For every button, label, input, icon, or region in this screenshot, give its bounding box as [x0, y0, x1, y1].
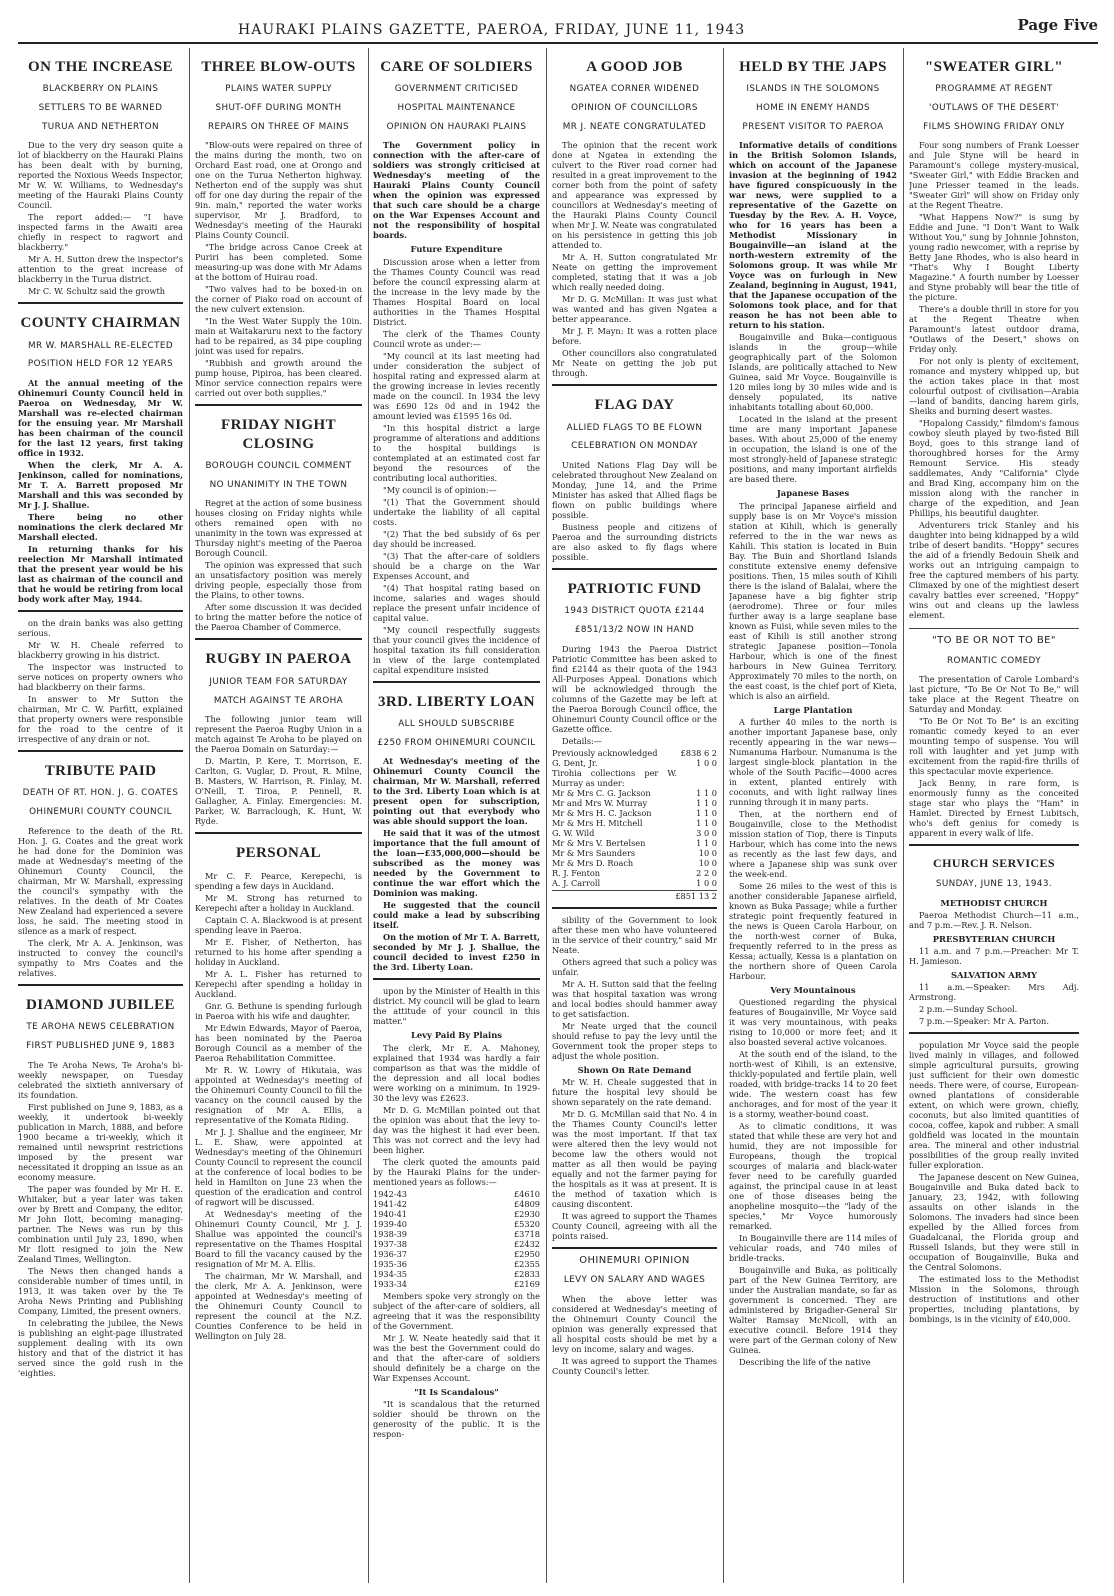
- paragraph: Adventurers trick Stanley and his daughter into being kidnapped by a wild tribe of desert bandits. "Hoppy" secures the aid of a friendly Bedouin Sheik and works out an intriguing campaign to free the captured members of his party. Climaxed by one of the mightiest desert cavalry battles ever screened, "Hoppy" wins out and cleans up the lawless element.: [909, 520, 1079, 621]
- paragraph: The estimated loss to the Methodist Mission in the Solomons, through destruction of institutions and other properties, including plantations, by bombings, is in the vicinity of £40,000.: [909, 1274, 1079, 1325]
- divider: [909, 844, 1079, 846]
- paragraph: The following junior team will represent the Paeroa Rugby Union in a match against Te Aroha to be played on the Paeroa Domain on Saturday:—: [195, 714, 362, 755]
- donation-row: [552, 838, 717, 848]
- paragraph: Mr D. G. McMillan said that No. 4 in the Thames County Council's letter was the most important. If that tax were altered then the levy would not become law the others would not matter as all then would be paying equally and not the farmer paying for the hospitals as it was at present. It is the method of taxation which is causing discontent.: [552, 1109, 717, 1210]
- levy-row-amount: £2432: [513, 1238, 540, 1249]
- paragraph: "Hopalong Cassidy," filmdom's famous cowboy sleuth played by two-fisted Bill Boyd, goes to this strange land of thoroughbred horses for the Army Remount Service. His steady saddlemates, Andy "California" Clyde and Brad King, accompany him on the mission along with the rancher in charge of the expedition, and Jean Phillips, his beautiful daughter.: [909, 418, 1079, 519]
- headline-to-be-or-not-to-be: "TO BE OR NOT TO BE": [932, 635, 1056, 647]
- levy-row-label: 1940-41: [373, 1208, 408, 1219]
- divider: [552, 568, 717, 570]
- levy-row-amount: £2169: [513, 1278, 540, 1289]
- paragraph: For not only is plenty of excitement, romance and mystery whipped up, but the action takes place in that most colourful outpost of civilisation—Arabia—land of bandits, dancing harem girls, Sheiks and burning desert wastes.: [909, 356, 1079, 417]
- paragraph: "(4) That hospital rating based on income, salaries and wages should replace the present unfair incidence of capital value.: [373, 582, 540, 623]
- subhead: MR J. NEATE CONGRATULATED: [562, 121, 707, 132]
- divider: [552, 907, 717, 909]
- paragraph: Mr A. H. Sutton said that the feeling was that hospital taxation was wrong and local bodies should hammer away to get satisfaction.: [552, 978, 717, 1019]
- paragraph: In Bougainville there are 114 miles of vehicular roads, and 740 miles of bridle-tracks.: [729, 1233, 897, 1264]
- headline-on-the-increase: ON THE INCREASE: [28, 59, 173, 75]
- donation-row-label: Previously acknowledged: [552, 747, 658, 758]
- levy-row-amount: £2833: [513, 1268, 540, 1279]
- paragraph: A further 40 miles to the north is another important Japanese base, only recently appearing in the war news—Numanuma Harbour. Numanuma is the largest single-block plantation in the whole of the South Pacific—4000 acres in extent, planted entirely with coconuts, and with light railway lines running through it in many parts.: [729, 716, 897, 807]
- levy-row: [373, 1269, 540, 1279]
- donation-row: [552, 748, 717, 758]
- paragraph: "Blow-outs were repaired on three of the mains during the month, two on Orchard East road, one at Orongo and one on the Turua Netherton highway. Netherton end of the supply was shut off for one day during the repair of the 9in. main," reported the water works supervisor, Mr J. Bradford, to Wednesday's meeting of the Hauraki Plains County Council.: [195, 140, 362, 241]
- subhead: MR W. MARSHALL RE-ELECTED: [27, 340, 174, 351]
- levy-table: [373, 1189, 540, 1289]
- church-times: 2 p.m.—Sunday School.: [919, 1004, 1018, 1015]
- paragraph: As to climatic conditions, it was stated that while these are very hot and humid, they are not impossible for Europeans, though the tropical scourges of malaria and black-water fever need to be carefully guarded against, the principal cause in at least one of those diseases being the anopheline mosquito—the "lady of the species," Mr Voyce humorously remarked.: [729, 1121, 897, 1232]
- subhead: CELEBRATION ON MONDAY: [571, 441, 698, 452]
- headline-liberty-loan: 3RD. LIBERTY LOAN: [378, 693, 535, 710]
- subhead: REPAIRS ON THREE OF MAINS: [208, 121, 349, 132]
- paragraph: The opinion that the recent work done at Ngatea in extending the culvert to the River road corner had resulted in a great improvement to the corner both from the point of safety and appearance was expressed by councillors at Wednesday's meeting of the Hauraki Plains County Council when Mr J. W. Neate was congratulated on his persistence in getting this job attended to.: [552, 140, 717, 251]
- column-2: [195, 48, 362, 1583]
- divider: [18, 750, 183, 752]
- paragraph: "My council respectfully suggests that your council gives the incidence of hospital taxation its full consideration in view of the large contemplated capital expenditure insisted: [373, 624, 540, 675]
- levy-row: [373, 1249, 540, 1259]
- paragraph: Bougainville and Buka, as politically part of the New Guinea Territory, are under the Australian mandate, so far as government is concerned. They are administered by Brigadier-General Sir Walter Ramsay McNicoll, with an executive council. Before 1914 they were part of the German colony of New Guinea.: [729, 1265, 897, 1356]
- divider: [195, 638, 362, 640]
- subhead: HOME IN ENEMY HANDS: [755, 103, 871, 114]
- paragraph: At the south end of the island, to the north-west of Kihili, is an extensive, thickly-populated and fertile plain, well roaded, with bridge-tracks 14 to 20 feet wide. The western coast has few anchorages, and for most of the year it is a stormy, weather-bound coast.: [729, 1049, 897, 1120]
- paragraph: "(2) That the bed subsidy of 6s per day should be increased.: [373, 528, 540, 549]
- paragraph: United Nations Flag Day will be celebrated throughout New Zealand on Monday, June 14, and the Prime Minister has asked that Allied flags be flown on public buildings where possible.: [552, 460, 717, 521]
- donation-row-amount: 1 1 0: [696, 807, 717, 818]
- column-rule: [903, 48, 904, 1583]
- paragraph: Others agreed that such a policy was unfair.: [552, 956, 717, 977]
- paragraph: Discussion arose when a letter from the Thames County Council was read before the council expressing alarm at the increase in the levy made by the Thames Hospital Board on local authorities in the Thames Hospital District.: [373, 256, 540, 327]
- paragraph: Mr J. W. Neate heatedly said that it was the best the Government could do and that the after-care of soldiers should definitely be a charge on the War Expenses Account.: [373, 1332, 540, 1383]
- paragraph: Members spoke very strongly on the subject of the after-care of soldiers, all agreeing that it was the responsibility of the Government.: [373, 1290, 540, 1331]
- column-5: [729, 48, 897, 1583]
- paragraph: Regret at the action of some business houses closing on Friday nights while others remained open with no unanimity in the town was expressed at Thursday night's meeting of the Paeroa Borough Council.: [195, 498, 362, 559]
- subhead: SUNDAY, JUNE 13, 1943.: [935, 878, 1053, 889]
- crosshead: Very Mountainous: [770, 984, 856, 995]
- subhead: SHUT-OFF DURING MONTH: [215, 103, 342, 114]
- church-name: SALVATION ARMY: [950, 970, 1038, 981]
- donation-row: [552, 798, 717, 808]
- donation-row-label: A. J. Carroll: [552, 877, 601, 888]
- headline-friday-night-closing: FRIDAY NIGHT CLOSING: [221, 417, 336, 452]
- headline-flag-day: FLAG DAY: [594, 397, 675, 414]
- paragraph: Jack Benny, in rare form, is enormously funny as the conceited stage star who plays the "Ham" in Hamlet. Directed by Ernest Lubitsch, who's deft genius for comedy is apparent in every walk of life.: [909, 778, 1079, 839]
- paragraph: Mr C. F. Pearce, Kerepechi, is spending a few days in Auckland.: [195, 870, 362, 891]
- levy-row: [373, 1259, 540, 1269]
- headline-tribute-paid: TRIBUTE PAID: [44, 763, 157, 780]
- levy-row: [373, 1239, 540, 1249]
- donation-row-label: Mr & Mrs H. C. Jackson: [552, 807, 652, 818]
- paragraph: Mr W. H. Cheale referred to blackberry growing in his district.: [18, 640, 183, 661]
- divider: [909, 1032, 1079, 1034]
- paragraph: The clerk, Mr A. A. Jenkinson, was instructed to convey the council's sympathy to Mrs Coates and the relatives.: [18, 937, 183, 978]
- newspaper-title: HAURAKI PLAINS GAZETTE, PAEROA, FRIDAY, JUNE 11, 1943: [238, 22, 746, 38]
- subhead: £851/13/2 NOW IN HAND: [574, 625, 695, 636]
- paragraph: "Rubbish and growth around the pump house, Pipiroa, has been cleared. Minor service connection repairs were carried out over both supplies.": [195, 358, 362, 399]
- subhead: NGATEA CORNER WIDENED: [569, 84, 700, 95]
- paragraph: When the above letter was considered at Wednesday's meeting of the Ohinemuri County Council the opinion was generally expressed that all hospital costs should be met by a levy on income, salary and wages.: [552, 1294, 717, 1355]
- donation-row-label: Mr & Mrs V. Bertelsen: [552, 837, 646, 848]
- levy-row: [373, 1189, 540, 1199]
- paragraph: Mr D. G. McMillan pointed out that the opinion was about that the levy to-day was the highest it had ever been. This was not correct and the levy had been higher.: [373, 1104, 540, 1155]
- column-rule: [723, 48, 724, 1583]
- paragraph: In answer to Mr Sutton the chairman, Mr C. W. Parfitt, explained that property owners were responsible for the road to the centre of it irrespective of any drain or not.: [18, 694, 183, 745]
- church-times: Paeroa Methodist Church—11 a.m., and 7 p.m.—Rev. J. R. Nelson.: [909, 909, 1079, 930]
- subhead: ALL SHOULD SUBSCRIBE: [398, 719, 515, 729]
- paragraph: The clerk of the Thames County Council wrote as under:—: [373, 328, 540, 349]
- paragraph: He suggested that the council could make a lead by subscribing itself.: [373, 900, 540, 931]
- paragraph: During 1943 the Paeroa District Patriotic Committee has been asked to find £2144 as their quota of the 1943 All-Purposes Appeal. Donations which will be acknowledged through the columns of the Gazette may be left at the Paeroa Borough Council office, the Ohinemuri County Council office or the Gazette office.: [552, 643, 717, 734]
- headline-patriotic-fund: PATRIOTIC FUND: [567, 581, 702, 598]
- levy-row-label: 1938-39: [373, 1228, 408, 1239]
- donation-row: [552, 818, 717, 828]
- headline-personal: PERSONAL: [236, 845, 321, 862]
- levy-row: [373, 1219, 540, 1229]
- paragraph: "What Happens Now?" is sung by Eddie and June. "I Don't Want to Walk Without You," sung by Johnnie Johnston, young radio newcomer, with a reprise by Betty Jane Rhodes, who is also heard in "That's Why I Bought Liberty Magazine." A fourth number by Loesser and Styne probably will bear the title of the picture.: [909, 212, 1079, 303]
- subhead: PLAINS WATER SUPPLY: [225, 84, 332, 95]
- paragraph: At the annual meeting of the Ohinemuri County Council held in Paeroa on Wednesday, Mr W. Marshall was re-elected chairman for the ensuing year. Mr Marshall has been chairman of the council for the last 12 years, first taking office in 1932.: [18, 378, 183, 459]
- church-times: 11 a.m.—Speaker: Mrs Adj. Armstrong.: [909, 982, 1079, 1003]
- church-name: PRESBYTERIAN CHURCH: [932, 933, 1056, 944]
- donation-row: [552, 768, 717, 788]
- levy-row-amount: £2355: [513, 1258, 540, 1269]
- paragraph: "It is scandalous that the returned soldier should be thrown on the generosity of the public. It is the respon-: [373, 1398, 540, 1439]
- church-name: METHODIST CHURCH: [940, 897, 1048, 908]
- levy-row: [373, 1209, 540, 1219]
- paragraph: Mr M. Strong has returned to Kerepechi after a holiday in Auckland.: [195, 892, 362, 913]
- paragraph: Questioned regarding the physical features of Bougainville, Mr Voyce said it was very mountainous, with peaks rising to 10,000 or more feet; and it also boasted several active volcanoes.: [729, 997, 897, 1048]
- donation-row-label: Tirohia collections per W. Murray as under:: [552, 767, 677, 788]
- paragraph: Then, at the northern end of Bougainville, close to the Methodist mission station of Tiop, there is Tinputs Harbour, which has come into the news as recently as the last few days, and where a Japanese ship was sunk over the week-end.: [729, 808, 897, 879]
- paragraph: The inspector was instructed to serve notices on property owners who had blackberry on their farms.: [18, 662, 183, 693]
- donations-table: [552, 748, 717, 888]
- paragraph: The presentation of Carole Lombard's last picture, "To Be Or Not To Be," will take place at the Regent Theatre on Saturday and Monday.: [909, 674, 1079, 715]
- headline-diamond-jubilee: DIAMOND JUBILEE: [26, 996, 175, 1013]
- paragraph: The clerk quoted the amounts paid by the Hauraki Plains for the under-mentioned years as follows:—: [373, 1156, 540, 1187]
- subhead: OHINEMURI COUNTY COUNCIL: [29, 807, 172, 818]
- donation-row: [552, 808, 717, 818]
- column-4: [552, 48, 717, 1583]
- paragraph: Mr Neate urged that the council should refuse to pay the levy until the Government took the proper steps to adjust the whole position.: [552, 1020, 717, 1061]
- crosshead: "It Is Scandalous": [414, 1386, 499, 1397]
- paragraph: Mr A. H. Sutton drew the inspector's attention to the great increase of blackberry in the Turua district.: [18, 254, 183, 285]
- paragraph: The Government policy in connection with the after-care of soldiers was strongly criticised at Wednesday's meeting of the Hauraki Plains County Council when the opinion was expressed that such care should be a charge on the War Expenses Account and not the responsibility of hospital boards.: [373, 140, 540, 241]
- paragraph: "Two valves had to be boxed-in on the corner of Piako road on account of the new culvert extension.: [195, 284, 362, 315]
- subhead: DEATH OF RT. HON. J. G. COATES: [22, 788, 179, 799]
- subhead: 1943 DISTRICT QUOTA £2144: [564, 606, 705, 617]
- paragraph: First published on June 9, 1883, as a weekly, it undertook bi-weekly publication in March, 1888, and before 1900 became a tri-weekly, which it remained until newsprint restrictions imposed by the present war necessitated it dropping an issue as an economy measure.: [18, 1101, 183, 1182]
- paragraph: "(3) That the after-care of soldiers should be a charge on the War Expenses Account, and: [373, 550, 540, 581]
- donation-row-label: G. Dent, Jr.: [552, 757, 598, 768]
- subhead: ISLANDS IN THE SOLOMONS: [746, 84, 880, 95]
- paragraph: It was agreed to support the Thames County Council's letter.: [552, 1356, 717, 1377]
- headline-county-chairman: COUNTY CHAIRMAN: [20, 315, 181, 332]
- subhead: FIRST PUBLISHED JUNE 9, 1883: [26, 1040, 175, 1051]
- donation-row-label: Mr & Mrs H. Mitchell: [552, 817, 643, 828]
- headline-church-services: CHURCH SERVICES: [933, 856, 1055, 871]
- paragraph: Located in the island at the present time are many important Japanese bases. With about 25,000 of the enemy in occupation, the island is one of the most strongly-held of Japanese strategic positions, and many important airfields are based there.: [729, 414, 897, 485]
- levy-row-label: 1933-34: [373, 1278, 408, 1289]
- paragraph: The Te Aroha News, Te Aroha's bi-weekly newspaper, on Tuesday celebrated the sixtieth anniversary of its foundation.: [18, 1059, 183, 1100]
- donation-row: [552, 828, 717, 838]
- subhead: HOSPITAL MAINTENANCE: [397, 103, 516, 114]
- donation-row: [552, 858, 717, 868]
- church-times: 11 a.m. and 7 p.m.—Preacher: Mr T. H. Jamieson.: [909, 946, 1079, 967]
- paragraph: In returning thanks for his reelection Mr Marshall intimated that the present year would be his last as chairman of the council and that he would be retiring from local body work after May, 1944.: [18, 544, 183, 605]
- levy-row-amount: £3718: [513, 1228, 540, 1239]
- paragraph: Mr A. L. Fisher has returned to Kerepechi after spending a holiday in Auckland.: [195, 968, 362, 999]
- donation-row-amount: 10 0: [698, 847, 717, 858]
- subhead: TE AROHA NEWS CELEBRATION: [26, 1022, 175, 1033]
- levy-row-label: 1941-42: [373, 1198, 408, 1209]
- headline-care-of-soldiers: CARE OF SOLDIERS: [380, 59, 533, 75]
- divider: [373, 681, 540, 683]
- levy-row-label: 1935-36: [373, 1258, 408, 1269]
- levy-row: [373, 1229, 540, 1239]
- paragraph: The chairman, Mr W. Marshall, and the clerk, Mr A. A. Jenkinson, were appointed at Wednesday's meeting of the Ohinemuri County Council to represent the council at the N.Z. Counties Conference to be held in Wellington on July 28.: [195, 1270, 362, 1341]
- donation-row-label: Mr & Mrs D. Roach: [552, 857, 634, 868]
- paragraph: Mr E. Fisher, of Netherton, has returned to his home after spending a holiday in Auckland.: [195, 936, 362, 967]
- subhead: BOROUGH COUNCIL COMMENT: [205, 461, 352, 472]
- headline-sweater-girl: "SWEATER GIRL": [924, 59, 1064, 75]
- column-rule: [189, 48, 190, 1583]
- paragraph: "(1) That the Government should undertake the liability of all capital costs.: [373, 496, 540, 527]
- levy-row-amount: £5320: [513, 1218, 540, 1229]
- headline-ohinemuri-opinion: OHINEMURI OPINION: [579, 1255, 690, 1267]
- paragraph: Other councillors also congratulated Mr Neate on getting the job put through.: [552, 348, 717, 379]
- subhead: PRESENT VISITOR TO PAEROA: [742, 121, 884, 132]
- divider: [18, 610, 183, 612]
- levy-row-label: 1936-37: [373, 1248, 408, 1259]
- crosshead: Japanese Bases: [776, 488, 850, 499]
- crosshead: Levy Paid By Plains: [410, 1030, 503, 1041]
- levy-row-label: 1937-38: [373, 1238, 408, 1249]
- subhead: OPINION ON HAURAKI PLAINS: [386, 121, 527, 132]
- donation-row-amount: 1 1 0: [696, 817, 717, 828]
- paragraph: After some discussion it was decided to bring the matter before the notice of the Paeroa Chamber of Commerce.: [195, 602, 362, 633]
- paragraph: At Wednesday's meeting of the Ohinemuri County Council the chairman, Mr W. Marshall, referred to the 3rd. Liberty Loan which is at present open for subscription, pointing out that everybody who was able should support the loan.: [373, 756, 540, 827]
- paragraph: "My council at its last meeting had under consideration the subject of hospital rating and expressed alarm at the growing increase in levies recently made on the council. In 1934 the levy was £690 12s 0d and in 1942 the amount levied was £1595 16s 0d.: [373, 350, 540, 421]
- levy-row-amount: £4610: [513, 1188, 540, 1199]
- donation-row-label: Mr & Mrs C. G. Jackson: [552, 787, 651, 798]
- subhead: LEVY ON SALARY AND WAGES: [563, 1275, 706, 1286]
- subhead: TURUA AND NETHERTON: [42, 121, 159, 132]
- paragraph: The Japanese descent on New Guinea, Bougainville and Buka dated back to January, 23, 1942, with following assaults on other islands in the Solomons. The invaders had since been expelled by the Allied forces from Guadalcanal, the Florida group and Russell Islands, but they were still in occupation of Bougainville, Buka and the Central Solomons.: [909, 1172, 1079, 1273]
- subhead: GOVERNMENT CRITICISED: [394, 84, 519, 95]
- paragraph: upon by the Minister of Health in this district. My council will be glad to learn the attitude of your council in this matter.": [373, 986, 540, 1027]
- subhead: SETTLERS TO BE WARNED: [38, 103, 163, 114]
- paragraph: Describing the life of the native: [739, 1357, 871, 1368]
- donation-row-amount: 1 1 0: [696, 837, 717, 848]
- donation-row-amount: 3 0 0: [696, 827, 717, 838]
- donation-row-amount: 2 2 0: [696, 867, 717, 878]
- paragraph: Informative details of conditions in the British Solomon Islands, which on account of the Japanese invasion at the beginning of 1942 have figured conspicuously in the war news, were supplied to a representative of the Gazette on Tuesday by the Rev. A. H. Voyce, who for 16 years has been a Methodist Missionary in Bougainville—an island at the north-western extremity of the Solomons group. It was while Mr Voyce was on furlough in New Zealand, beginning in August, 1941, that the Japanese occupation of the Solomons took place, and for that reason he has not been able to return to his station.: [729, 140, 897, 331]
- church-times: 7 p.m.—Speaker: Mr A. Parton.: [919, 1016, 1049, 1027]
- levy-row-amount: £4809: [513, 1198, 540, 1209]
- column-6: [909, 48, 1079, 1583]
- paragraph: population Mr Voyce said the people lived mainly in villages, and followed simple agricultural pursuits, growing just sufficient for their own domestic needs. There were, of course, European-owned plantations of considerable extent, on which were grown, chiefly, coconuts, but also limited quantities of cocoa, coffee, kapok and rubber. A small goldfield was located in the mountain area. The mineral and other industrial possibilities of the group really invited fuller exploration.: [909, 1040, 1079, 1171]
- paragraph: "In this hospital district a large programme of alterations and additions to the hospital buildings is contemplated at an estimated cost far beyond the resources of the contributing local authorities.: [373, 422, 540, 483]
- crosshead: Shown On Rate Demand: [577, 1064, 692, 1075]
- paragraph: D. Martin, P. Kere, T. Morrison, E. Carlton, G. Vuglar, D. Prout, R. Milne, B. Masters, W. Harrison, R. Finlay, M. O'Neill, T. Tiroa, P. Pennell, R. Gallagher, A. Finlay. Emergencies: M. Parker, W. Barraclough, K. Hunt, W. Ryde.: [195, 756, 362, 827]
- subhead: NO UNANIMITY IN THE TOWN: [209, 479, 348, 490]
- headline-rugby-in-paeroa: RUGBY IN PAEROA: [205, 651, 352, 668]
- paragraph: on the drain banks was also getting serious.: [18, 618, 183, 639]
- paragraph: Business people and citizens of Paeroa and the surrounding districts are also asked to fly flags where possible.: [552, 522, 717, 563]
- paragraph: Gnr. G. Bethune is spending furlough in Paeroa with his wife and daughter.: [195, 1000, 362, 1021]
- subhead: FILMS SHOWING FRIDAY ONLY: [923, 121, 1065, 132]
- paragraph: Bougainville and Buka—contiguous islands in the group—while geographically part of the Solomon Islands, are politically attached to New Guinea, said Mr Voyce. Bougainville is 120 miles long by 30 miles wide and is densely populated, its native inhabitants totalling about 60,000.: [729, 332, 897, 413]
- paragraph: Mr A. H. Sutton congratulated Mr Neate on getting the improvement completed, stating that it was a job which really needed doing.: [552, 252, 717, 293]
- divider: [195, 832, 362, 834]
- donation-row-amount: 1 0 0: [696, 877, 717, 888]
- paragraph: Mr J. F. Mayn: It was a rotten place before.: [552, 326, 717, 347]
- paragraph: Details:—: [562, 735, 602, 746]
- column-1: [18, 48, 183, 1583]
- paragraph: When the clerk, Mr A. A. Jenkinson, called for nominations, Mr T. A. Barrett proposed Mr Marshall and this was seconded by Mr J. J. Shallue.: [18, 460, 183, 511]
- subhead: JUNIOR TEAM FOR SATURDAY: [209, 676, 348, 687]
- donation-row-amount: 1 1 0: [696, 797, 717, 808]
- divider: [18, 302, 183, 304]
- paragraph: The News then changed hands a considerable number of times until, in 1913, it was taken over by the Te Aroha News Printing and Publishing Company, Limited, the present owners.: [18, 1265, 183, 1316]
- donation-row: [552, 758, 717, 768]
- donation-row-amount: 1 1 0: [696, 787, 717, 798]
- column-3: [373, 48, 540, 1583]
- levy-row: [373, 1199, 540, 1209]
- paragraph: Due to the very dry season quite a lot of blackberry on the Hauraki Plains has been dealt with by burning, reported the Noxious Weeds Inspector, Mr W. W. Williams, to Wednesday's meeting of the Hauraki Plains County Council.: [18, 140, 183, 211]
- donation-row-amount: [677, 768, 717, 788]
- divider: [195, 404, 362, 406]
- levy-row-label: 1939-40: [373, 1218, 408, 1229]
- paragraph: The principal Japanese airfield and supply base is on Mr Voyce's mission station at Kihili, which is generally referred to the in the war news as Kahili. This station is located in Buin Bay. The Buin and Shortland Islands constitute extensive enemy defensive positions. Then, 15 miles south of Kihili there is the island of Balalai, where the Japanese have a big fighter strip (aerodrome). Three or four miles further away is a large seaplane base known as Fuisi, while seven miles to the east of Kihili is still another strong strategic Japanese position—Tonola Harbour, which is one of the finest harbours in New Guinea Territory. Approximately 70 miles to the north, on the east coast, is the chief port of Kieta, which is also an airfield.: [729, 500, 897, 701]
- paragraph: Mr Edwin Edwards, Mayor of Paeroa, has been nominated by the Paeroa Borough Council as a member of the Paeroa Rehabilitation Committee.: [195, 1022, 362, 1063]
- donation-row: [552, 788, 717, 798]
- paragraph: "In the West Water Supply the 10in. main at Waitakaruru next to the factory had to be repaired, as 34 pipe coupling joint was used for repairs.: [195, 316, 362, 357]
- paragraph: He said that it was of the utmost importance that the full amount of the loan—£35,000,000—should be subscribed as the money was needed by the Government to continue the war effort which the Dominion was making.: [373, 828, 540, 899]
- masthead: [18, 14, 1098, 44]
- subhead: POSITION HELD FOR 12 YEARS: [27, 359, 174, 370]
- subhead: MATCH AGAINST TE AROHA: [213, 695, 344, 706]
- paragraph: In celebrating the jubilee, the News is publishing an eight-page illustrated supplement dealing with its own history and that of the district it has served since the gold rush in the 'eighties.: [18, 1317, 183, 1378]
- page-number: Page Five: [1017, 16, 1098, 34]
- column-rule: [546, 48, 547, 1583]
- subhead: ALLIED FLAGS TO BE FLOWN: [566, 422, 703, 433]
- levy-row-label: 1934-35: [373, 1268, 408, 1279]
- donation-row: [552, 848, 717, 858]
- column-rule: [368, 48, 369, 1583]
- paragraph: Mr C. W. Schultz said the growth: [28, 286, 166, 297]
- divider: [552, 1247, 717, 1249]
- paragraph: The paper was founded by Mr H. E. Whitaker, but a year later was taken over by Brett and Company, the editor, Mr John Ilott, becoming managing-partner. The News was run by this combination until July 23, 1890, when Mr Ilott resigned to join the New Zealand Times, Wellington.: [18, 1183, 183, 1264]
- donation-row: [552, 868, 717, 878]
- donation-row-amount: 1 0 0: [696, 757, 717, 768]
- donation-row-label: G. W. Wild: [552, 827, 595, 838]
- subhead: ROMANTIC COMEDY: [946, 655, 1041, 666]
- paragraph: Mr D. G. McMillan: It was just what was wanted and has given Ngatea a better appearance.: [552, 294, 717, 325]
- headline-three-blow-outs: THREE BLOW-OUTS: [201, 59, 356, 75]
- paragraph: There's a double thrill in store for you at the Regent Theatre when Paramount's latest outdoor drama, "Outlaws of the Desert," shows on Friday only.: [909, 304, 1079, 355]
- paragraph: Mr R. W. Lowry of Hikutaia, was appointed at Wednesday's meeting of the Ohinemuri County Council to fill the vacancy on the council caused by the resignation of Mr A. Ellis, a representative of the Komata Riding.: [195, 1064, 362, 1125]
- paragraph: "To Be Or Not To Be" is an exciting romantic comedy keyed to an ever mounting tempo of suspense. You will roll with laughter and yet jump with excitement from the rapid-fire thrills of this spectacular movie experience.: [909, 716, 1079, 777]
- subhead: £250 FROM OHINEMURI COUNCIL: [377, 737, 536, 748]
- paragraph: On the motion of Mr T. A. Barrett, seconded by Mr J. J. Shallue, the council decided to invest £250 in the 3rd. Liberty Loan.: [373, 932, 540, 973]
- subhead: 'OUTLAWS OF THE DESERT': [929, 103, 1059, 114]
- paragraph: At Wednesday's meeting of the Ohinemuri County Council, Mr J. J. Shallue was appointed the council's representative on the Thames Hospital Board to fill the vacancy caused by the resignation of Mr M. A. Ellis.: [195, 1208, 362, 1269]
- paragraph: Four song numbers of Frank Loesser and Jule Styne will be heard in Paramount's college mystery-musical, "Sweater Girl," with Eddie Bracken and June Priesser teamed in the leads. "Sweater Girl" will show on Friday only at the Regent Theatre.: [909, 140, 1079, 211]
- donations-total: £851 13 2: [552, 890, 717, 901]
- divider: [18, 984, 183, 986]
- paragraph: The report added:— "I have inspected farms in the Awaiti area chiefly in respect to ragwort and blackberry.": [18, 212, 183, 253]
- paragraph: Reference to the death of the Rt. Hon. J. G. Coates and the great work he had done for the Dominion was made at Wednesday's meeting of the Ohinemuri County Council, the chairman, Mr W. Marshall, expressing the council's sympathy with the relatives. In the death of Mr Coates New Zealand had experienced a severe loss, he said. The meeting stood in silence as a mark of respect.: [18, 825, 183, 936]
- paragraph: "My council is of opinion:—: [383, 484, 497, 495]
- crosshead: Large Plantation: [773, 704, 853, 715]
- paragraph: "The bridge across Canoe Creek at Puriri has been completed. Some measuring-up was done with Mr Adams at the bottom of Huirau road.: [195, 242, 362, 283]
- divider: [909, 628, 1079, 629]
- headline-a-good-job: A GOOD JOB: [586, 59, 683, 75]
- paragraph: The clerk, Mr E. A. Mahoney, explained that 1934 was hardly a fair comparison as that was the middle of the depression and all local bodies were working on a minimum. In 1929-30 the levy was £2623.: [373, 1042, 540, 1103]
- paragraph: Captain C. A. Blackwood is at present spending leave in Paeroa.: [195, 914, 362, 935]
- donation-row: [552, 878, 717, 888]
- headline-held-by-the-japs: HELD BY THE JAPS: [739, 59, 887, 75]
- donation-row-amount: 10 0: [698, 857, 717, 868]
- subhead: OPINION OF COUNCILLORS: [571, 103, 698, 114]
- paragraph: Some 26 miles to the west of this is another considerable Japanese airfield, known as Buka Passage; while a further strategic point frequently featured in the news is Queen Carola Harbour, on the north-west corner of Buka, frequently referred to in the press as Kessa; actually, Kessa is a plantation on the northern shore of Queen Carola Harbour.: [729, 880, 897, 981]
- levy-row: [373, 1279, 540, 1289]
- paragraph: Mr W. H. Cheale suggested that in future the hospital levy should be shown separately on the rate demand.: [552, 1077, 717, 1108]
- donation-row-label: Mr & Mrs Saunders: [552, 847, 636, 858]
- subhead: BLACKBERRY ON PLAINS: [42, 84, 159, 95]
- divider: [373, 978, 540, 980]
- levy-row-amount: £2930: [513, 1208, 540, 1219]
- divider: [552, 384, 717, 386]
- levy-row-label: 1942-43: [373, 1188, 408, 1199]
- donation-row-amount: £838 6 2: [680, 747, 717, 758]
- paragraph: The opinion was expressed that such an unsatisfactory position was merely driving people, especially those from the Plains, to other towns.: [195, 560, 362, 601]
- paragraph: There being no other nominations the clerk declared Mr Marshall elected.: [18, 512, 183, 543]
- donation-row-label: Mr and Mrs W. Murray: [552, 797, 648, 808]
- paragraph: It was agreed to support the Thames County Council, agreeing with all the points raised.: [552, 1211, 717, 1242]
- levy-row-amount: £2950: [513, 1248, 540, 1259]
- subhead: PROGRAMME AT REGENT: [935, 84, 1053, 95]
- paragraph: sibility of the Government to look after these men who have volunteered in the service of their country," said Mr Neate.: [552, 914, 717, 955]
- paragraph: Mr J. J. Shallue and the engineer, Mr L. E. Shaw, were appointed at Wednesday's meeting of the Ohinemuri County Council to represent the council at the conference of local bodies to be held in Hamilton on June 23 when the question of the eradication and control of ragwort will be discussed.: [195, 1126, 362, 1207]
- donation-row-label: R. J. Fenton: [552, 867, 601, 878]
- crosshead: Future Expenditure: [410, 244, 503, 255]
